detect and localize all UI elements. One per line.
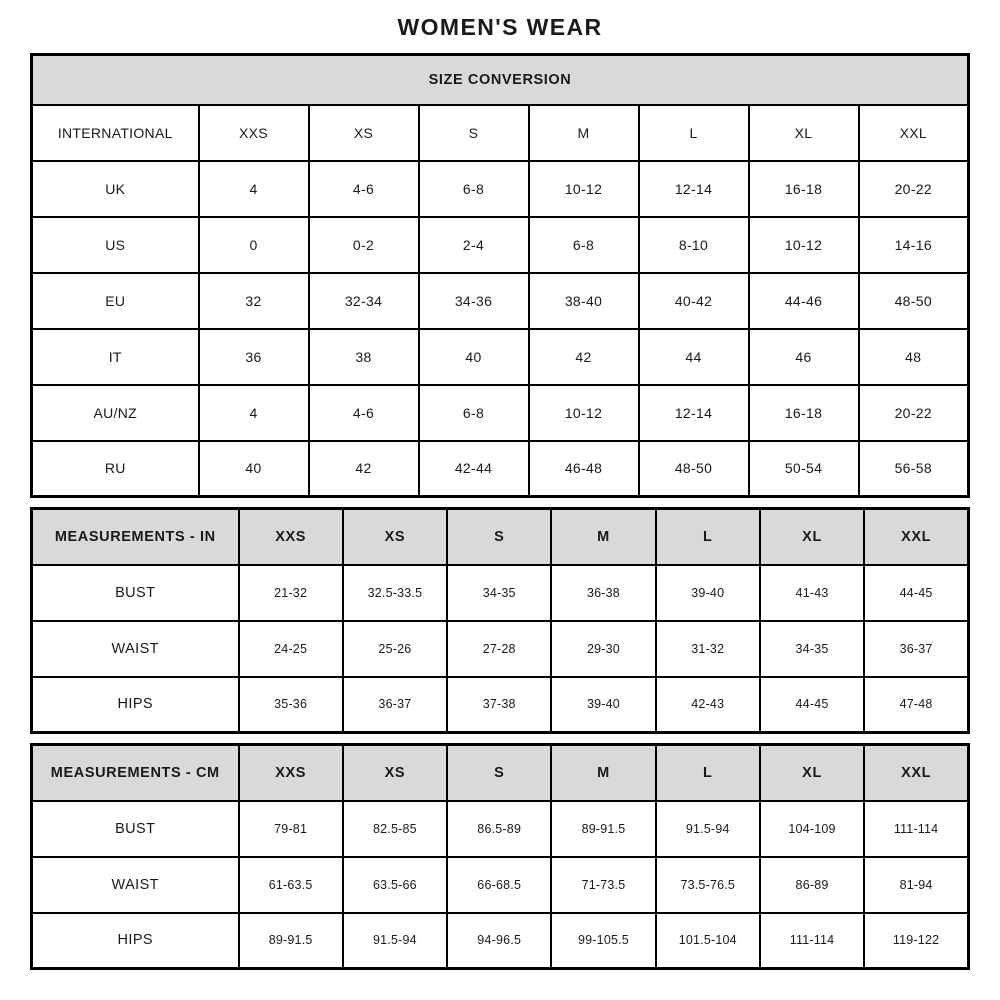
table-row xyxy=(32,385,969,441)
size-value-cell: 6-8 xyxy=(529,217,639,273)
measurement-cell: 61-63.5 xyxy=(239,857,343,913)
measurement-cell: 79-81 xyxy=(239,801,343,857)
size-column-header: XL xyxy=(749,105,859,161)
measurement-cell: 39-40 xyxy=(551,677,655,733)
measurement-cell: 37-38 xyxy=(447,677,551,733)
size-value-cell: 48-50 xyxy=(639,441,749,497)
measurement-cell: 82.5-85 xyxy=(343,801,447,857)
measurements-in-title: MEASUREMENTS - IN xyxy=(32,509,239,565)
size-value-cell: 10-12 xyxy=(749,217,859,273)
measurement-cell: 25-26 xyxy=(343,621,447,677)
size-column-header: M xyxy=(551,745,655,801)
size-value-cell: 12-14 xyxy=(639,385,749,441)
measurement-cell: 119-122 xyxy=(864,913,968,969)
measurement-cell: 36-38 xyxy=(551,565,655,621)
size-column-header: L xyxy=(656,509,760,565)
measurement-cell: 111-114 xyxy=(760,913,864,969)
size-value-cell: 20-22 xyxy=(859,161,969,217)
row-label: WAIST xyxy=(32,621,239,677)
size-column-header: XS xyxy=(309,105,419,161)
measurements-cm-header-row xyxy=(32,745,969,801)
size-value-cell: 20-22 xyxy=(859,385,969,441)
row-label: HIPS xyxy=(32,677,239,733)
row-label: IT xyxy=(32,329,199,385)
size-value-cell: 14-16 xyxy=(859,217,969,273)
measurements-in-table xyxy=(30,507,970,734)
size-value-cell: 2-4 xyxy=(419,217,529,273)
measurements-cm-title: MEASUREMENTS - CM xyxy=(32,745,239,801)
size-column-header: XXL xyxy=(864,509,968,565)
measurements-in-body xyxy=(32,565,969,733)
table-row xyxy=(32,913,969,969)
row-label: WAIST xyxy=(32,857,239,913)
measurement-cell: 21-32 xyxy=(239,565,343,621)
measurement-cell: 89-91.5 xyxy=(239,913,343,969)
table-row xyxy=(32,801,969,857)
measurement-cell: 91.5-94 xyxy=(343,913,447,969)
measurement-cell: 66-68.5 xyxy=(447,857,551,913)
size-column-header: XXS xyxy=(239,745,343,801)
measurement-cell: 44-45 xyxy=(864,565,968,621)
size-column-header: XXL xyxy=(864,745,968,801)
measurement-cell: 47-48 xyxy=(864,677,968,733)
row-label: AU/NZ xyxy=(32,385,199,441)
row-label: BUST xyxy=(32,565,239,621)
size-value-cell: 32-34 xyxy=(309,273,419,329)
size-column-header: XL xyxy=(760,745,864,801)
size-column-header: L xyxy=(656,745,760,801)
measurement-cell: 91.5-94 xyxy=(656,801,760,857)
table-row xyxy=(32,161,969,217)
measurement-cell: 101.5-104 xyxy=(656,913,760,969)
size-value-cell: 38-40 xyxy=(529,273,639,329)
size-value-cell: 6-8 xyxy=(419,385,529,441)
page-title: WOMEN'S WEAR xyxy=(397,14,603,40)
size-value-cell: 32 xyxy=(199,273,309,329)
size-value-cell: 4-6 xyxy=(309,385,419,441)
size-value-cell: 44-46 xyxy=(749,273,859,329)
table-row xyxy=(32,329,969,385)
size-column-header: M xyxy=(529,105,639,161)
size-value-cell: 38 xyxy=(309,329,419,385)
table-row xyxy=(32,621,969,677)
size-value-cell: 44 xyxy=(639,329,749,385)
table-row xyxy=(32,677,969,733)
size-value-cell: 4 xyxy=(199,385,309,441)
row-label: HIPS xyxy=(32,913,239,969)
measurement-cell: 24-25 xyxy=(239,621,343,677)
measurement-cell: 104-109 xyxy=(760,801,864,857)
size-value-cell: 40 xyxy=(419,329,529,385)
measurements-cm-table xyxy=(30,743,970,970)
measurement-cell: 73.5-76.5 xyxy=(656,857,760,913)
size-value-cell: 6-8 xyxy=(419,161,529,217)
measurement-cell: 44-45 xyxy=(760,677,864,733)
table-row xyxy=(32,217,969,273)
measurement-cell: 42-43 xyxy=(656,677,760,733)
size-column-header: XL xyxy=(760,509,864,565)
size-column-header: XS xyxy=(343,509,447,565)
size-column-header: XXS xyxy=(239,509,343,565)
measurement-cell: 81-94 xyxy=(864,857,968,913)
size-value-cell: 50-54 xyxy=(749,441,859,497)
size-column-header: XXS xyxy=(199,105,309,161)
measurement-cell: 34-35 xyxy=(447,565,551,621)
size-column-header: S xyxy=(447,745,551,801)
row-label-international: INTERNATIONAL xyxy=(32,105,199,161)
size-value-cell: 10-12 xyxy=(529,385,639,441)
measurement-cell: 27-28 xyxy=(447,621,551,677)
size-value-cell: 40 xyxy=(199,441,309,497)
size-value-cell: 4 xyxy=(199,161,309,217)
measurement-cell: 41-43 xyxy=(760,565,864,621)
size-value-cell: 12-14 xyxy=(639,161,749,217)
size-value-cell: 46-48 xyxy=(529,441,639,497)
measurement-cell: 111-114 xyxy=(864,801,968,857)
row-label: BUST xyxy=(32,801,239,857)
size-column-header: XXL xyxy=(859,105,969,161)
size-value-cell: 0 xyxy=(199,217,309,273)
table-row xyxy=(32,565,969,621)
measurement-cell: 36-37 xyxy=(343,677,447,733)
row-label: US xyxy=(32,217,199,273)
size-value-cell: 16-18 xyxy=(749,161,859,217)
measurement-cell: 86-89 xyxy=(760,857,864,913)
size-value-cell: 56-58 xyxy=(859,441,969,497)
size-value-cell: 46 xyxy=(749,329,859,385)
row-label: RU xyxy=(32,441,199,497)
measurement-cell: 63.5-66 xyxy=(343,857,447,913)
measurement-cell: 99-105.5 xyxy=(551,913,655,969)
size-value-cell: 42 xyxy=(309,441,419,497)
row-label: EU xyxy=(32,273,199,329)
size-column-header: M xyxy=(551,509,655,565)
measurement-cell: 89-91.5 xyxy=(551,801,655,857)
measurement-cell: 35-36 xyxy=(239,677,343,733)
size-conversion-body xyxy=(32,161,969,497)
measurement-cell: 36-37 xyxy=(864,621,968,677)
measurement-cell: 34-35 xyxy=(760,621,864,677)
size-column-header: XS xyxy=(343,745,447,801)
size-value-cell: 40-42 xyxy=(639,273,749,329)
size-value-cell: 0-2 xyxy=(309,217,419,273)
size-value-cell: 48 xyxy=(859,329,969,385)
size-value-cell: 48-50 xyxy=(859,273,969,329)
size-conversion-table xyxy=(30,53,970,498)
table-row xyxy=(32,857,969,913)
size-value-cell: 42-44 xyxy=(419,441,529,497)
size-column-header: L xyxy=(639,105,749,161)
measurement-cell: 71-73.5 xyxy=(551,857,655,913)
measurements-in-header-row xyxy=(32,509,969,565)
measurement-cell: 39-40 xyxy=(656,565,760,621)
size-value-cell: 4-6 xyxy=(309,161,419,217)
size-value-cell: 36 xyxy=(199,329,309,385)
measurements-cm-body xyxy=(32,801,969,969)
table-row xyxy=(32,441,969,497)
international-header-row xyxy=(32,105,969,161)
size-conversion-title-row xyxy=(32,55,969,105)
size-value-cell: 34-36 xyxy=(419,273,529,329)
size-value-cell: 42 xyxy=(529,329,639,385)
measurement-cell: 86.5-89 xyxy=(447,801,551,857)
table-row xyxy=(32,273,969,329)
size-value-cell: 16-18 xyxy=(749,385,859,441)
row-label: UK xyxy=(32,161,199,217)
size-conversion-title: SIZE CONVERSION xyxy=(32,55,969,105)
size-value-cell: 8-10 xyxy=(639,217,749,273)
size-value-cell: 10-12 xyxy=(529,161,639,217)
size-column-header: S xyxy=(419,105,529,161)
measurement-cell: 32.5-33.5 xyxy=(343,565,447,621)
size-column-header: S xyxy=(447,509,551,565)
measurement-cell: 31-32 xyxy=(656,621,760,677)
measurement-cell: 94-96.5 xyxy=(447,913,551,969)
measurement-cell: 29-30 xyxy=(551,621,655,677)
